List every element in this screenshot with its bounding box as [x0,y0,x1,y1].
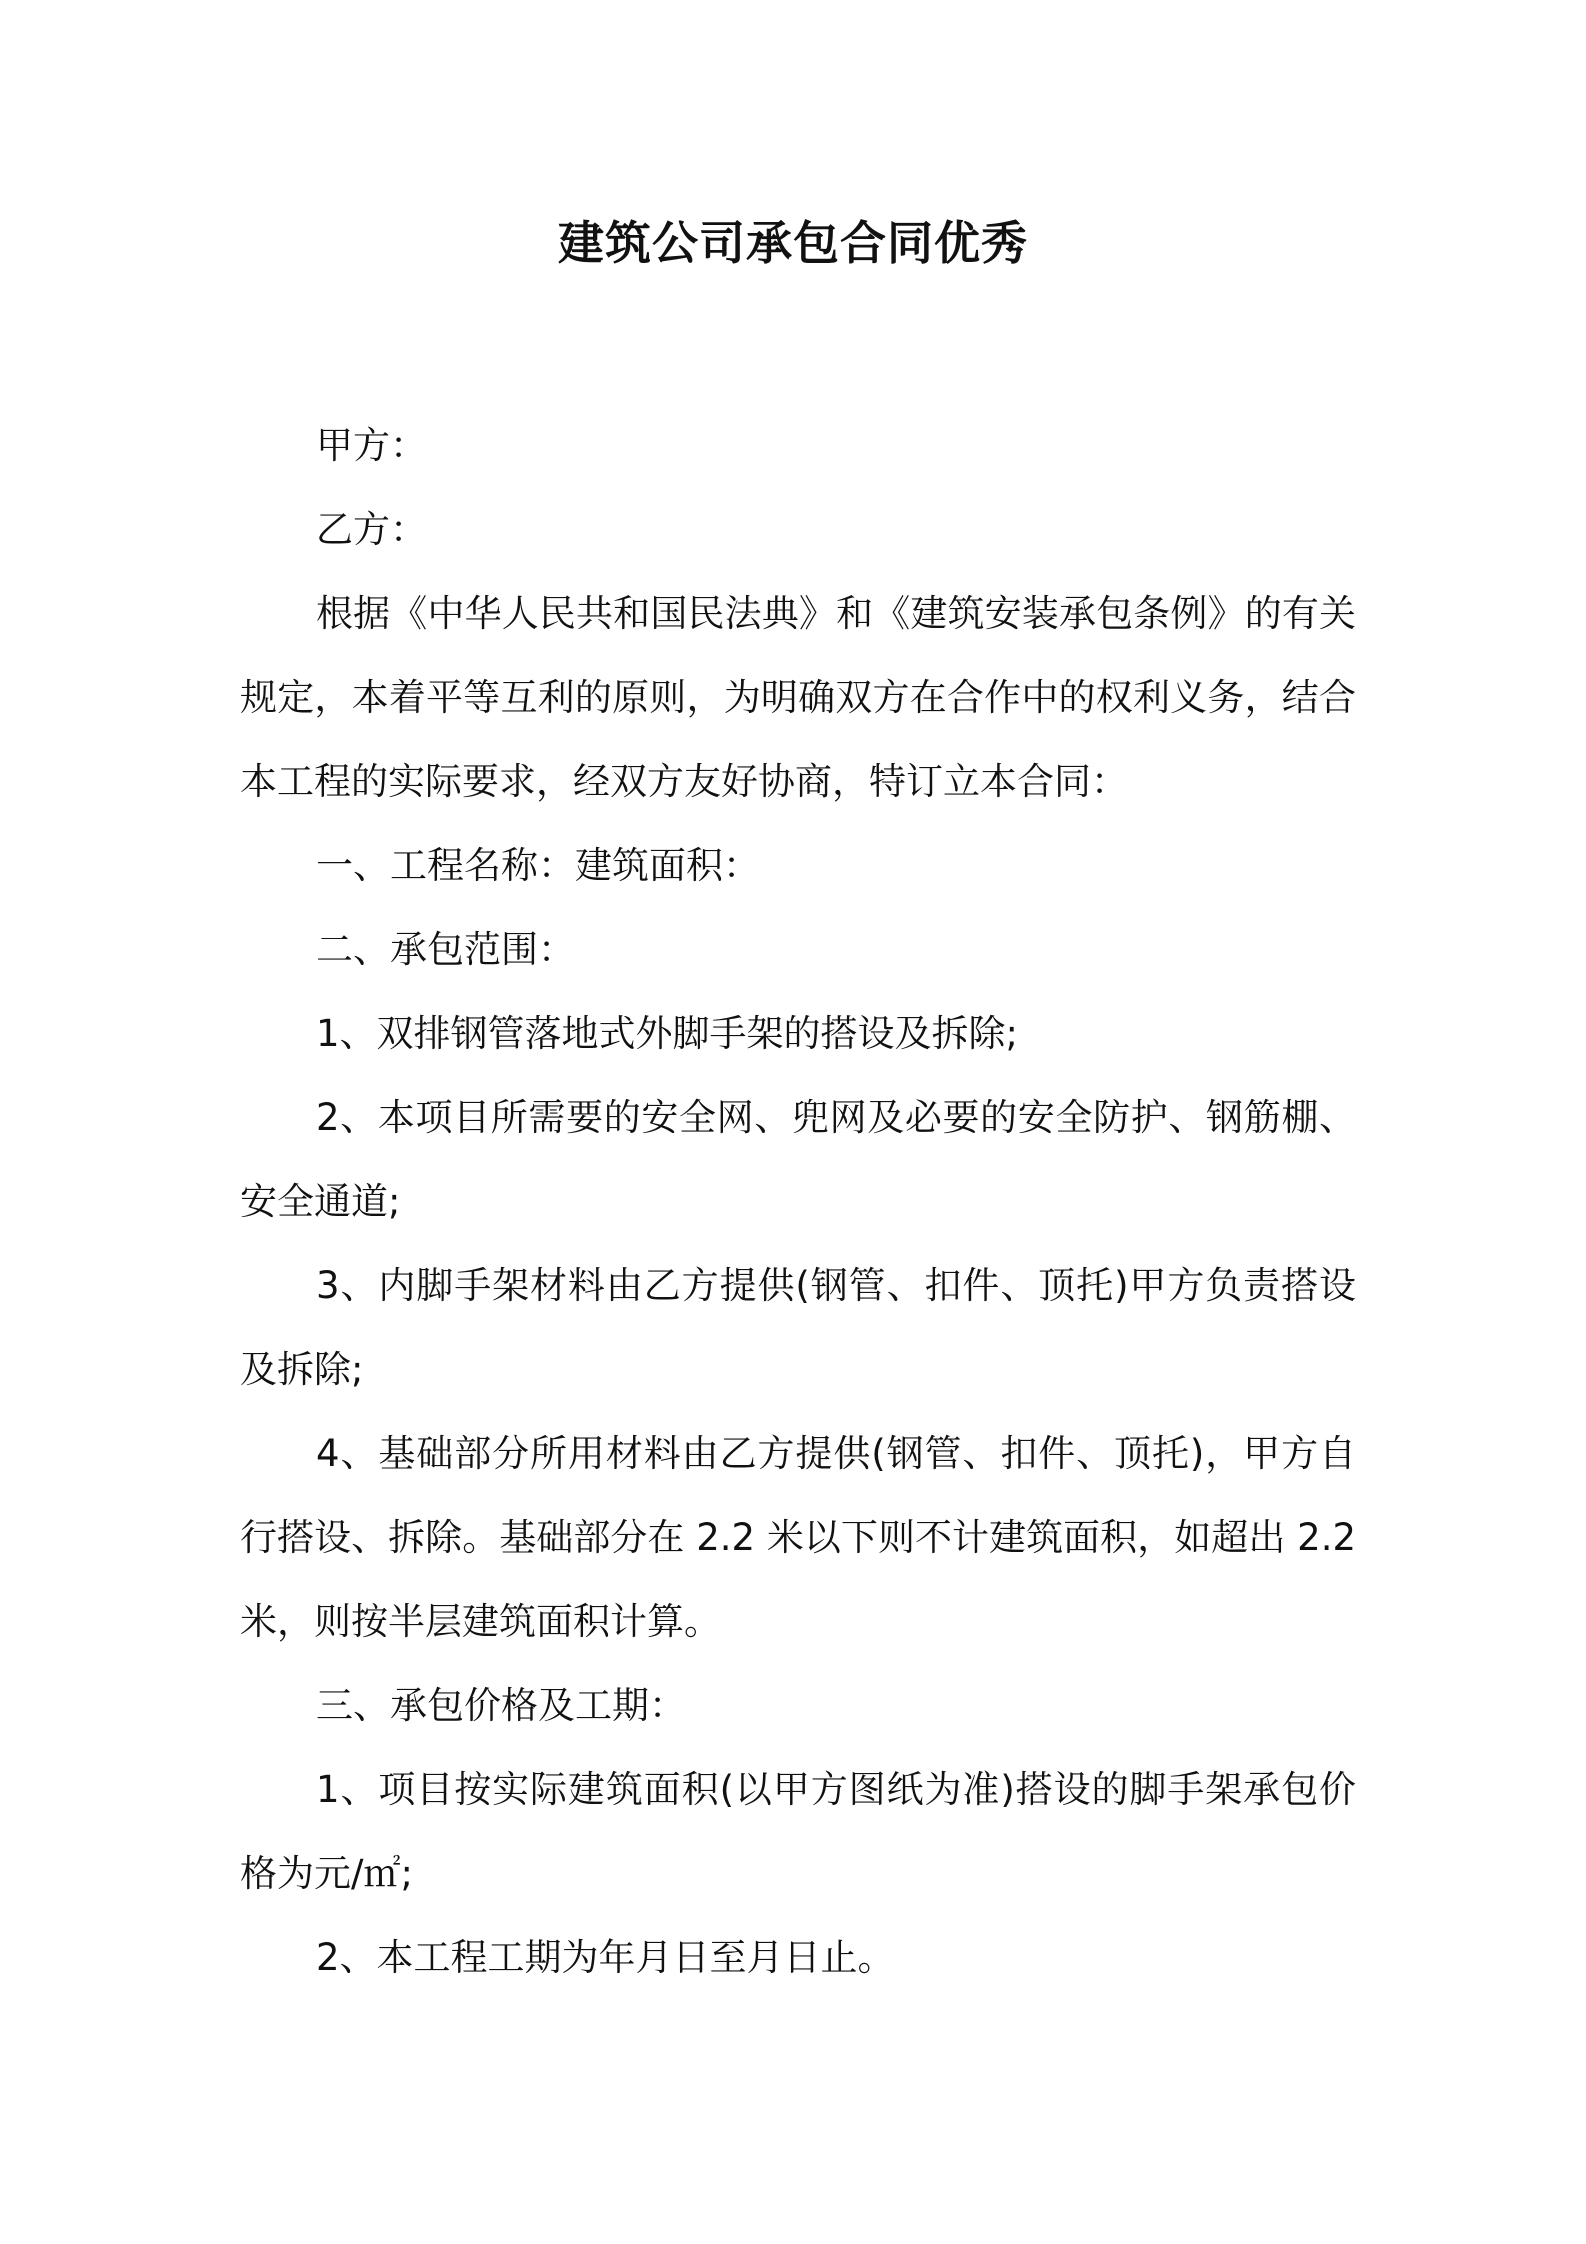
party-a-line: 甲方： [316,424,427,467]
scope-item-2: 2、本项目所需要的安全网、兜网及必要的安全防护、钢筋棚、安全通道; [240,1096,1356,1223]
price-item-2: 2、本工程工期为年月日至月日止。 [316,1936,895,1979]
section-3-heading: 三、承包价格及工期： [316,1684,686,1727]
document-body [240,404,1356,2000]
scope-item-3: 3、内脚手架材料由乙方提供(钢管、扣件、顶托)甲方负责搭设及拆除; [240,1264,1356,1391]
scope-item-1: 1、双排钢管落地式外脚手架的搭设及拆除; [316,1012,1019,1055]
section-2-heading: 二、承包范围： [316,928,575,971]
section-1-heading: 一、工程名称：建筑面积： [316,844,760,887]
party-b-line: 乙方： [316,508,427,551]
document-title: 建筑公司承包合同优秀 [558,216,1028,270]
scope-item-4: 4、基础部分所用材料由乙方提供(钢管、扣件、顶托)，甲方自行搭设、拆除。基础部分在 2.2 米以下则不计建筑面积，如超出 2.2 米，则按半层建筑面积计算。 [240,1432,1356,1643]
preamble-paragraph: 根据《中华人民共和国民法典》和《建筑安装承包条例》的有关规定，本着平等互利的原则，为明确双方在合作中的权利义务，结合本工程的实际要求，经双方友好协商，特订立本合同： [240,592,1356,803]
price-item-1: 1、项目按实际建筑面积(以甲方图纸为准)搭设的脚手架承包价格为元/㎡; [240,1768,1356,1895]
